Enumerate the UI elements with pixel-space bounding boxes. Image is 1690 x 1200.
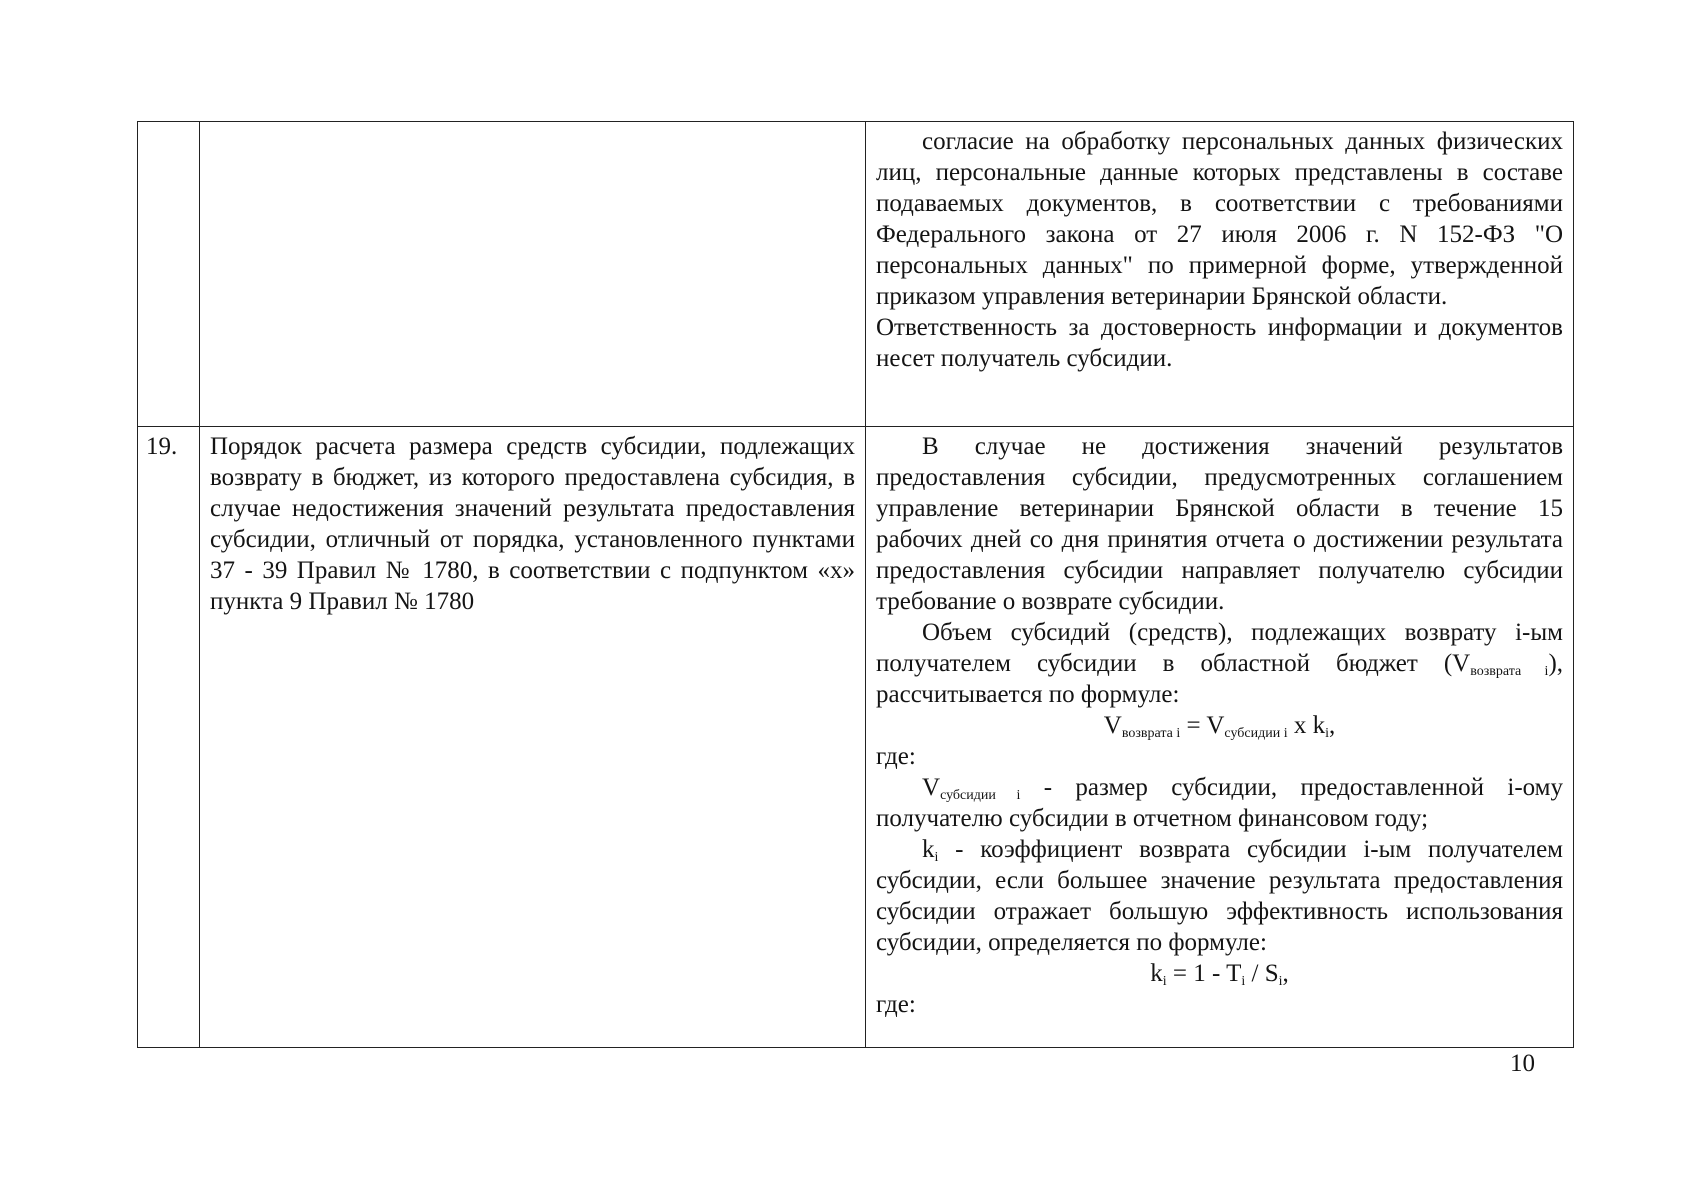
row-content-cell: [866, 427, 1574, 1048]
paragraph: Объем субсидий (средств), подлежащих возврату i-ым получателем субсидии в областной бюджет $(V_{возврата i})$, рассчитывается по формуле:: [876, 619, 1564, 708]
paragraph: Ответственность за достоверность информации и документов несет получатель субсидии.: [876, 314, 1563, 372]
paragraph: В случае не достижения значений результатов предоставления субсидии, предусмотренных соглашением управление ветеринарии Брянской области в течение 15 рабочих дней со дня принятия отчета о достижении результата предоставления субсидии направляет получателю субсидии требование о возврате субсидии.: [876, 433, 1563, 615]
table-row: [138, 427, 1574, 1048]
row-number-cell: 19.: [138, 427, 200, 1048]
row-name-text: Порядок расчета размера средств субсидии, подлежащих возврату в бюджет, из которого предоставлена субсидия, в случае недостижения значений результата предоставления субсидии, отличный от порядка, установленного пунктами 37 - 39 Правил № 1780, в соответствии с подпунктом «х» пункта 9 Правил № 1780: [210, 433, 855, 615]
formula-coefficient: $k_i = 1 - T_i / S_i$,: [1150, 960, 1289, 989]
row-number-cell: [138, 122, 200, 427]
paragraph: $V_{субсидии i}$ - размер субсидии, предоставленной i-ому получателю субсидии в отчетном финансовом году;: [876, 774, 1564, 832]
formula-return: $V_{возврата i} = V_{субсидии i}$ x $k_i$,: [1103, 712, 1336, 741]
paragraph: согласие на обработку персональных данных физических лиц, персональные данные которых представлены в составе подаваемых документов, в соответствии с требованиями Федерального закона от 27 июля 2006 г. N 152-ФЗ "О персональных данных" по примерной форме, утвержденной приказом управления ветеринарии Брянской области.: [876, 128, 1563, 310]
row-name-cell: [200, 427, 866, 1048]
document-table: [137, 121, 1574, 1048]
row-content-cell: [866, 122, 1574, 427]
page-number: 10: [1510, 1050, 1535, 1077]
where-label: где:: [876, 991, 916, 1018]
where-label: где:: [876, 743, 916, 770]
table-row: [138, 122, 1574, 427]
paragraph: $k_i$ - коэффициент возврата субсидии i-ым получателем субсидии, если большее значение результата предоставления субсидии отражает большую эффективность использования субсидии, определяется по формуле:: [876, 836, 1563, 956]
row-name-cell: [200, 122, 866, 427]
